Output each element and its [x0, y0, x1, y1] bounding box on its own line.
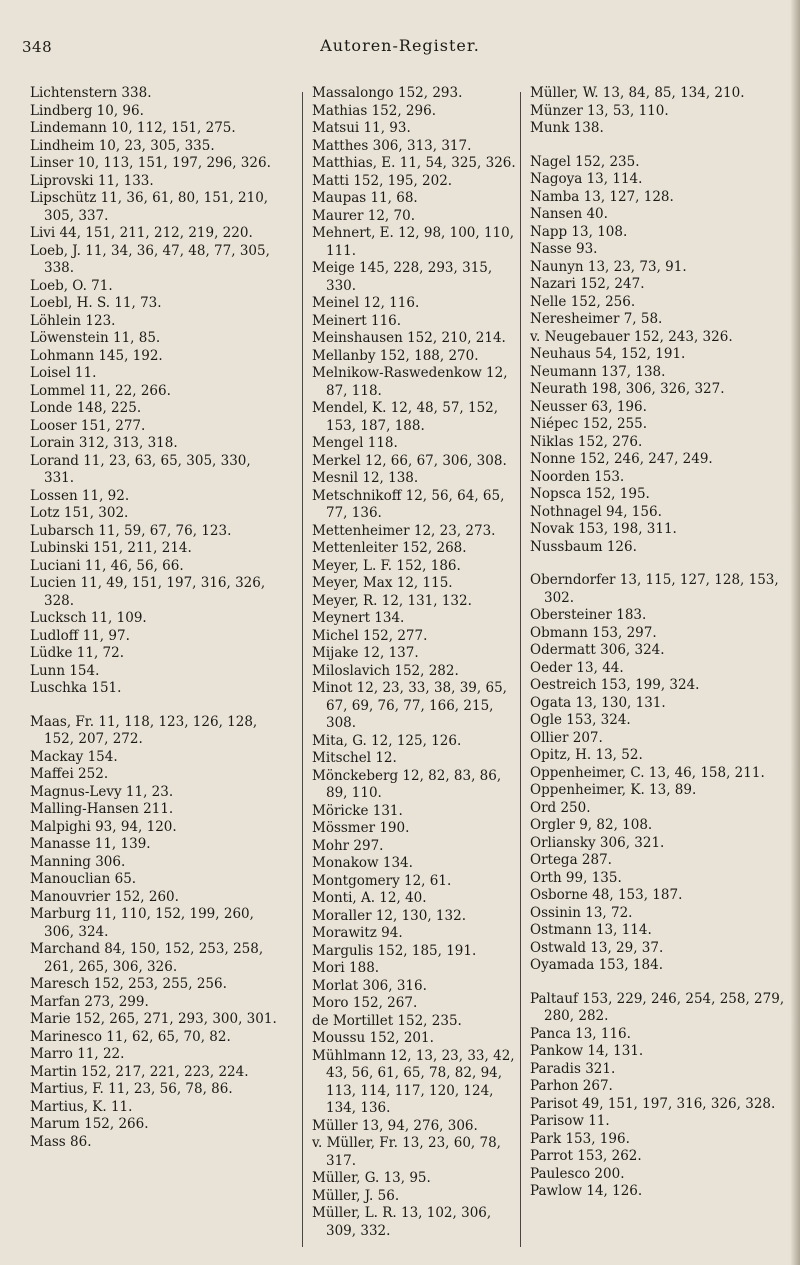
index-entry: Lucien 11, 49, 151, 197, 316, 326, 328. — [30, 575, 266, 609]
index-entry: Niépec 152, 255. — [530, 416, 648, 432]
index-entry: Martin 152, 217, 221, 223, 224. — [30, 1063, 249, 1080]
index-entry: Michel 152, 277. — [312, 627, 428, 644]
index-entry: Linser 10, 113, 151, 197, 296, 326. — [30, 155, 271, 171]
index-entry: Orliansky 306, 321. — [530, 834, 665, 851]
index-entry: Mijake 12, 137. — [312, 645, 419, 661]
index-entry: Ossinin 13, 72. — [530, 904, 633, 921]
index-entry: Nagel 152, 235. — [530, 153, 640, 170]
index-entry: Mass 86. — [30, 1133, 92, 1150]
index-entry: Mackay 154. — [30, 748, 118, 765]
index-entry: Malpighi 93, 94, 120. — [30, 818, 177, 835]
index-entry: Massalongo 152, 293. — [312, 85, 463, 101]
index-entry: Paradis 321. — [530, 1060, 616, 1077]
index-entry: Neuhaus 54, 152, 191. — [530, 346, 686, 362]
index-entry: Meinel 12, 116. — [312, 295, 420, 311]
index-entry: Meyer, L. F. 152, 186. — [312, 557, 461, 574]
index-entry: Lorain 312, 313, 318. — [30, 435, 178, 451]
index-entry: Loeb, J. 11, 34, 36, 47, 48, 77, 305, 338. — [30, 242, 270, 276]
index-entry: Lüdke 11, 72. — [30, 645, 124, 661]
index-entry: Mehnert, E. 12, 98, 100, 110, 111. — [312, 225, 515, 259]
index-entry: Marchand 84, 150, 152, 253, 258, 261, 265, 306, 326. — [30, 941, 264, 975]
running-title: Autoren-Register. — [320, 36, 480, 55]
index-entry: Neusser 63, 196. — [530, 398, 647, 415]
index-entry: Nasse 93. — [530, 241, 598, 257]
index-entry: Meyer, Max 12, 115. — [312, 575, 453, 591]
index-column-2 — [312, 85, 517, 1256]
index-letter-group — [312, 85, 517, 1240]
index-entry: Lohmann 145, 192. — [30, 347, 163, 364]
index-entry: Moraller 12, 130, 132. — [312, 907, 466, 924]
index-columns — [0, 85, 800, 1239]
index-entry: Meyer, R. 12, 131, 132. — [312, 592, 472, 609]
index-entry: Londe 148, 225. — [30, 400, 142, 416]
index-entry: Parhon 267. — [530, 1078, 613, 1094]
index-entry: Munk 138. — [530, 120, 604, 136]
index-entry: Obmann 153, 297. — [530, 624, 657, 641]
index-entry: Nopsca 152, 195. — [530, 486, 650, 502]
index-entry: v. Neugebauer 152, 243, 326. — [530, 328, 733, 345]
index-letter-group — [30, 85, 285, 698]
index-entry: Martius, F. 11, 23, 56, 78, 86. — [30, 1081, 233, 1097]
index-entry: Oppenheimer, K. 13, 89. — [530, 782, 697, 798]
index-entry: Orgler 9, 82, 108. — [530, 817, 653, 833]
index-entry: Neumann 137, 138. — [530, 363, 666, 380]
index-entry: Oberndorfer 13, 115, 127, 128, 153, 302. — [530, 572, 779, 606]
index-entry: Mössmer 190. — [312, 820, 410, 836]
index-entry: Naunyn 13, 23, 73, 91. — [530, 258, 687, 275]
index-entry: Mönckeberg 12, 82, 83, 86, 89, 110. — [312, 767, 502, 801]
index-entry: Lubinski 151, 211, 214. — [30, 540, 192, 556]
index-entry: Martius, K. 11. — [30, 1098, 133, 1115]
index-entry: Ogata 13, 130, 131. — [530, 694, 666, 711]
index-entry: Montgomery 12, 61. — [312, 872, 452, 889]
index-entry: Maresch 152, 253, 255, 256. — [30, 976, 227, 992]
index-letter-group — [530, 85, 785, 138]
index-entry: Matti 152, 195, 202. — [312, 172, 453, 189]
index-entry: Müller, L. R. 13, 102, 306, 309, 332. — [312, 1205, 492, 1239]
index-entry: Ostmann 13, 114. — [530, 922, 652, 938]
index-entry: Morawitz 94. — [312, 925, 403, 941]
index-entry: Melnikow-Raswedenkow 12, 87, 118. — [312, 365, 508, 399]
index-entry: Oppenheimer, C. 13, 46, 158, 211. — [530, 764, 765, 781]
index-entry: Nazari 152, 247. — [530, 276, 645, 292]
index-entry: Marburg 11, 110, 152, 199, 260, 306, 324. — [30, 906, 254, 940]
index-entry: Müller, G. 13, 95. — [312, 1170, 431, 1186]
index-entry: Maas, Fr. 11, 118, 123, 126, 128, 152, 207, 272. — [30, 713, 258, 747]
index-column-3 — [530, 85, 785, 1217]
index-entry: Oeder 13, 44. — [530, 659, 624, 676]
index-entry: Luciani 11, 46, 56, 66. — [30, 557, 184, 574]
index-entry: Meige 145, 228, 293, 315, 330. — [312, 260, 493, 294]
index-entry: Löhlein 123. — [30, 312, 116, 329]
index-entry: Mühlmann 12, 13, 23, 33, 42, 43, 56, 61, 65, 78, 82, 94, 113, 114, 117, 120, 124, 134, 136. — [312, 1047, 515, 1116]
index-entry: Lichtenstern 338. — [30, 85, 152, 101]
index-entry: Nansen 40. — [530, 206, 608, 222]
index-entry: Möricke 131. — [312, 802, 403, 819]
index-entry: de Mortillet 152, 235. — [312, 1012, 462, 1029]
index-entry: Mesnil 12, 138. — [312, 470, 419, 486]
index-entry: Ogle 153, 324. — [530, 712, 631, 728]
index-entry: Marro 11, 22. — [30, 1046, 125, 1062]
index-entry: Maupas 11, 68. — [312, 190, 418, 206]
index-entry: Nagoya 13, 114. — [530, 171, 643, 187]
index-entry: Nothnagel 94, 156. — [530, 503, 662, 520]
index-entry: Merkel 12, 66, 67, 306, 308. — [312, 452, 507, 469]
index-entry: Morlat 306, 316. — [312, 977, 427, 994]
index-entry: Park 153, 196. — [530, 1130, 630, 1147]
index-entry: Liprovski 11, 133. — [30, 172, 154, 189]
index-entry: Neresheimer 7, 58. — [530, 311, 663, 327]
index-entry: Oyamada 153, 184. — [530, 957, 663, 973]
index-entry: Osborne 48, 153, 187. — [530, 887, 683, 903]
index-letter-group — [530, 991, 785, 1201]
index-entry: Mita, G. 12, 125, 126. — [312, 732, 462, 749]
index-entry: Parrot 153, 262. — [530, 1148, 642, 1164]
index-entry: Malling-Hansen 211. — [30, 801, 174, 817]
index-entry: Novak 153, 198, 311. — [530, 521, 677, 537]
index-letter-group — [530, 154, 785, 557]
index-entry: Niklas 152, 276. — [530, 433, 643, 450]
index-entry: Pawlow 14, 126. — [530, 1183, 643, 1199]
index-entry: Moro 152, 267. — [312, 995, 418, 1011]
index-entry: Mettenheimer 12, 23, 273. — [312, 522, 496, 539]
index-entry: Maffei 252. — [30, 766, 109, 782]
index-entry: Lotz 151, 302. — [30, 505, 129, 521]
index-entry: Metschnikoff 12, 56, 64, 65, 77, 136. — [312, 487, 505, 521]
index-entry: Marie 152, 265, 271, 293, 300, 301. — [30, 1011, 277, 1027]
index-entry: Münzer 13, 53, 110. — [530, 102, 669, 119]
index-entry: Ollier 207. — [530, 729, 603, 746]
index-entry: Paulesco 200. — [530, 1165, 625, 1182]
index-column-1 — [30, 85, 285, 1167]
index-entry: Ostwald 13, 29, 37. — [530, 939, 664, 956]
index-entry: Livi 44, 151, 211, 212, 219, 220. — [30, 225, 253, 241]
index-entry: Manouvrier 152, 260. — [30, 888, 179, 905]
index-entry: Maurer 12, 70. — [312, 207, 415, 224]
index-entry: Marum 152, 266. — [30, 1116, 149, 1132]
index-entry: Matsui 11, 93. — [312, 120, 411, 136]
index-entry: Monakow 134. — [312, 855, 413, 871]
index-entry: Opitz, H. 13, 52. — [530, 747, 643, 763]
index-entry: Mellanby 152, 188, 270. — [312, 347, 479, 364]
index-entry: Mohr 297. — [312, 837, 384, 854]
index-entry: Lipschütz 11, 36, 61, 80, 151, 210, 305, 337. — [30, 190, 269, 224]
page-number: 348 — [22, 38, 53, 56]
index-entry: Parisow 11. — [530, 1113, 610, 1129]
index-entry: Loebl, H. S. 11, 73. — [30, 295, 162, 311]
index-entry: Monti, A. 12, 40. — [312, 890, 427, 906]
index-entry: Ord 250. — [530, 799, 591, 816]
index-entry: Lucksch 11, 109. — [30, 610, 147, 626]
index-entry: Müller, W. 13, 84, 85, 134, 210. — [530, 85, 745, 101]
index-entry: Parisot 49, 151, 197, 316, 326, 328. — [530, 1095, 776, 1112]
index-entry: Noorden 153. — [530, 468, 625, 485]
index-entry: Lorand 11, 23, 63, 65, 305, 330, 331. — [30, 452, 251, 486]
index-entry: Panca 13, 116. — [530, 1025, 631, 1042]
index-entry: Margulis 152, 185, 191. — [312, 942, 477, 959]
index-entry: Mettenleiter 152, 268. — [312, 540, 467, 556]
index-entry: Manning 306. — [30, 853, 126, 870]
index-entry: Mitschel 12. — [312, 750, 397, 766]
index-entry: Müller 13, 94, 276, 306. — [312, 1117, 478, 1134]
index-entry: Lindberg 10, 96. — [30, 102, 144, 119]
index-letter-group — [30, 714, 285, 1152]
index-entry: Lommel 11, 22, 266. — [30, 382, 171, 399]
index-entry: Neurath 198, 306, 326, 327. — [530, 381, 725, 397]
index-entry: Mathias 152, 296. — [312, 102, 436, 119]
index-entry: Lubarsch 11, 59, 67, 76, 123. — [30, 522, 232, 539]
index-entry: Orth 99, 135. — [530, 869, 622, 886]
index-entry: Pankow 14, 131. — [530, 1043, 644, 1059]
index-entry: Lindemann 10, 112, 151, 275. — [30, 120, 236, 136]
index-entry: Oestreich 153, 199, 324. — [530, 677, 700, 693]
index-entry: Miloslavich 152, 282. — [312, 662, 459, 679]
index-entry: Moussu 152, 201. — [312, 1030, 434, 1046]
index-entry: Nonne 152, 246, 247, 249. — [530, 451, 713, 467]
index-entry: Mengel 118. — [312, 435, 398, 451]
index-entry: Marfan 273, 299. — [30, 993, 149, 1010]
index-entry: Meinert 116. — [312, 312, 402, 329]
page-header — [0, 0, 800, 70]
index-entry: Nelle 152, 256. — [530, 293, 636, 310]
index-entry: Mendel, K. 12, 48, 57, 152, 153, 187, 188. — [312, 400, 499, 434]
index-entry: Ortega 287. — [530, 852, 612, 868]
index-entry: Obersteiner 183. — [530, 607, 647, 623]
index-entry: Ludloff 11, 97. — [30, 627, 130, 644]
index-entry: Napp 13, 108. — [530, 223, 628, 240]
index-entry: Namba 13, 127, 128. — [530, 188, 674, 205]
index-entry: Müller, J. 56. — [312, 1187, 400, 1204]
index-entry: Looser 151, 277. — [30, 417, 146, 434]
index-entry: Nussbaum 126. — [530, 538, 637, 555]
index-entry: Meynert 134. — [312, 610, 405, 626]
index-entry: Löwenstein 11, 85. — [30, 330, 161, 346]
index-entry: Meinshausen 152, 210, 214. — [312, 330, 506, 346]
index-entry: Minot 12, 23, 33, 38, 39, 65, 67, 69, 76, 77, 166, 215, 308. — [312, 680, 507, 731]
index-entry: Paltauf 153, 229, 246, 254, 258, 279, 280, 282. — [530, 990, 785, 1024]
index-entry: Lindheim 10, 23, 305, 335. — [30, 137, 215, 154]
index-entry: Mori 188. — [312, 960, 380, 976]
index-letter-group — [530, 572, 785, 975]
index-entry: Lunn 154. — [30, 662, 100, 679]
index-entry: Manasse 11, 139. — [30, 836, 151, 852]
index-entry: Matthes 306, 313, 317. — [312, 137, 472, 154]
index-entry: Marinesco 11, 62, 65, 70, 82. — [30, 1028, 231, 1045]
index-entry: Magnus-Levy 11, 23. — [30, 783, 174, 800]
index-entry: Manouclian 65. — [30, 871, 137, 887]
index-entry: Luschka 151. — [30, 680, 122, 696]
page-edge-shadow — [790, 0, 800, 1265]
index-entry: Odermatt 306, 324. — [530, 642, 665, 658]
index-entry: Loisel 11. — [30, 365, 97, 381]
index-entry: v. Müller, Fr. 13, 23, 60, 78, 317. — [312, 1135, 501, 1169]
index-entry: Matthias, E. 11, 54, 325, 326. — [312, 155, 516, 171]
index-entry: Loeb, O. 71. — [30, 277, 113, 294]
index-entry: Lossen 11, 92. — [30, 487, 130, 504]
